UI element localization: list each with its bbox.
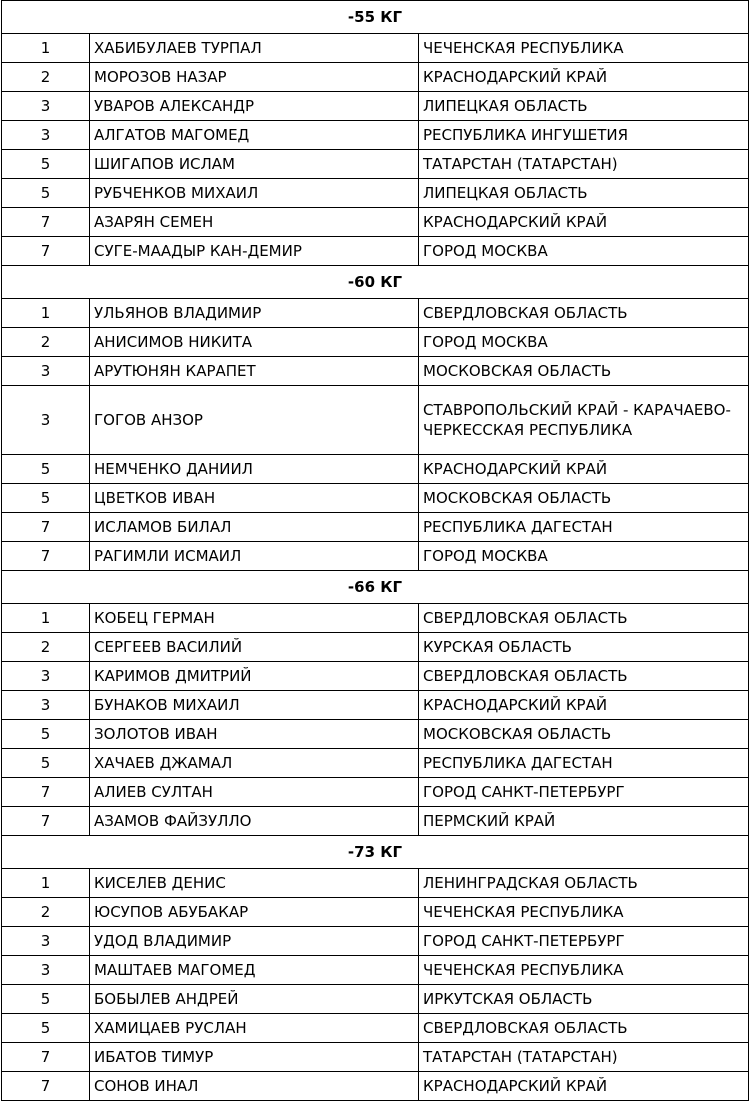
weight-category-title: -66 КГ bbox=[2, 571, 749, 604]
athlete-name-cell: УВАРОВ АЛЕКСАНДР bbox=[90, 92, 419, 121]
region-cell: КРАСНОДАРСКИЙ КРАЙ bbox=[419, 1072, 749, 1101]
place-cell: 7 bbox=[2, 542, 90, 571]
place-cell: 1 bbox=[2, 604, 90, 633]
place-cell: 5 bbox=[2, 1014, 90, 1043]
region-cell: ЛИПЕЦКАЯ ОБЛАСТЬ bbox=[419, 92, 749, 121]
athlete-name-cell: АНИСИМОВ НИКИТА bbox=[90, 328, 419, 357]
table-row bbox=[2, 985, 749, 1014]
athlete-name-cell: БУНАКОВ МИХАИЛ bbox=[90, 691, 419, 720]
place-cell: 3 bbox=[2, 927, 90, 956]
region-cell: ЧЕЧЕНСКАЯ РЕСПУБЛИКА bbox=[419, 34, 749, 63]
region-cell: МОСКОВСКАЯ ОБЛАСТЬ bbox=[419, 720, 749, 749]
athlete-name-cell: БОБЫЛЕВ АНДРЕЙ bbox=[90, 985, 419, 1014]
weight-category-row bbox=[2, 571, 749, 604]
table-row bbox=[2, 927, 749, 956]
table-row bbox=[2, 63, 749, 92]
table-row bbox=[2, 633, 749, 662]
place-cell: 5 bbox=[2, 985, 90, 1014]
table-row bbox=[2, 150, 749, 179]
athlete-name-cell: КАРИМОВ ДМИТРИЙ bbox=[90, 662, 419, 691]
athlete-name-cell: МАШТАЕВ МАГОМЕД bbox=[90, 956, 419, 985]
place-cell: 7 bbox=[2, 807, 90, 836]
place-cell: 7 bbox=[2, 1043, 90, 1072]
table-row bbox=[2, 1072, 749, 1101]
region-cell: МОСКОВСКАЯ ОБЛАСТЬ bbox=[419, 484, 749, 513]
athlete-name-cell: ИБАТОВ ТИМУР bbox=[90, 1043, 419, 1072]
table-row bbox=[2, 121, 749, 150]
weight-category-title: -60 КГ bbox=[2, 266, 749, 299]
athlete-name-cell: ХАБИБУЛАЕВ ТУРПАЛ bbox=[90, 34, 419, 63]
region-cell: РЕСПУБЛИКА ИНГУШЕТИЯ bbox=[419, 121, 749, 150]
athlete-name-cell: ХАМИЦАЕВ РУСЛАН bbox=[90, 1014, 419, 1043]
athlete-name-cell: АЗАРЯН СЕМЕН bbox=[90, 208, 419, 237]
athlete-name-cell: АРУТЮНЯН КАРАПЕТ bbox=[90, 357, 419, 386]
region-cell: ТАТАРСТАН (ТАТАРСТАН) bbox=[419, 150, 749, 179]
place-cell: 3 bbox=[2, 92, 90, 121]
place-cell: 1 bbox=[2, 299, 90, 328]
table-row bbox=[2, 898, 749, 927]
region-cell: СТАВРОПОЛЬСКИЙ КРАЙ - КАРАЧАЕВО-ЧЕРКЕССКАЯ РЕСПУБЛИКА bbox=[419, 386, 749, 455]
region-cell: СВЕРДЛОВСКАЯ ОБЛАСТЬ bbox=[419, 1014, 749, 1043]
athlete-name-cell: АЛГАТОВ МАГОМЕД bbox=[90, 121, 419, 150]
region-cell: СВЕРДЛОВСКАЯ ОБЛАСТЬ bbox=[419, 662, 749, 691]
region-cell: КРАСНОДАРСКИЙ КРАЙ bbox=[419, 691, 749, 720]
table-row bbox=[2, 956, 749, 985]
region-cell: ЧЕЧЕНСКАЯ РЕСПУБЛИКА bbox=[419, 898, 749, 927]
table-row bbox=[2, 662, 749, 691]
region-cell: ПЕРМСКИЙ КРАЙ bbox=[419, 807, 749, 836]
place-cell: 2 bbox=[2, 63, 90, 92]
place-cell: 3 bbox=[2, 956, 90, 985]
region-cell: КУРСКАЯ ОБЛАСТЬ bbox=[419, 633, 749, 662]
region-cell: СВЕРДЛОВСКАЯ ОБЛАСТЬ bbox=[419, 299, 749, 328]
place-cell: 3 bbox=[2, 357, 90, 386]
region-cell: ТАТАРСТАН (ТАТАРСТАН) bbox=[419, 1043, 749, 1072]
athlete-name-cell: КОБЕЦ ГЕРМАН bbox=[90, 604, 419, 633]
table-row bbox=[2, 179, 749, 208]
table-row bbox=[2, 513, 749, 542]
athlete-name-cell: СЕРГЕЕВ ВАСИЛИЙ bbox=[90, 633, 419, 662]
place-cell: 2 bbox=[2, 633, 90, 662]
place-cell: 5 bbox=[2, 749, 90, 778]
athlete-name-cell: АЗАМОВ ФАЙЗУЛЛО bbox=[90, 807, 419, 836]
region-cell: РЕСПУБЛИКА ДАГЕСТАН bbox=[419, 749, 749, 778]
athlete-name-cell: НЕМЧЕНКО ДАНИИЛ bbox=[90, 455, 419, 484]
table-row bbox=[2, 749, 749, 778]
athlete-name-cell: ШИГАПОВ ИСЛАМ bbox=[90, 150, 419, 179]
table-row bbox=[2, 208, 749, 237]
athlete-name-cell: ЦВЕТКОВ ИВАН bbox=[90, 484, 419, 513]
table-row bbox=[2, 869, 749, 898]
region-cell: ЛИПЕЦКАЯ ОБЛАСТЬ bbox=[419, 179, 749, 208]
region-cell: ГОРОД МОСКВА bbox=[419, 237, 749, 266]
weight-category-title: -73 КГ bbox=[2, 836, 749, 869]
region-cell: КРАСНОДАРСКИЙ КРАЙ bbox=[419, 455, 749, 484]
region-cell: ГОРОД МОСКВА bbox=[419, 328, 749, 357]
athlete-name-cell: СУГЕ-МААДЫР КАН-ДЕМИР bbox=[90, 237, 419, 266]
table-row bbox=[2, 455, 749, 484]
athlete-name-cell: УЛЬЯНОВ ВЛАДИМИР bbox=[90, 299, 419, 328]
table-row bbox=[2, 542, 749, 571]
athlete-name-cell: УДОД ВЛАДИМИР bbox=[90, 927, 419, 956]
region-cell: КРАСНОДАРСКИЙ КРАЙ bbox=[419, 208, 749, 237]
place-cell: 2 bbox=[2, 328, 90, 357]
place-cell: 3 bbox=[2, 386, 90, 455]
athlete-name-cell: АЛИЕВ СУЛТАН bbox=[90, 778, 419, 807]
place-cell: 5 bbox=[2, 720, 90, 749]
table-row bbox=[2, 807, 749, 836]
weight-category-title: -55 КГ bbox=[2, 1, 749, 34]
region-cell: ГОРОД САНКТ-ПЕТЕРБУРГ bbox=[419, 927, 749, 956]
athlete-name-cell: ИСЛАМОВ БИЛАЛ bbox=[90, 513, 419, 542]
table-row bbox=[2, 604, 749, 633]
athlete-name-cell: ХАЧАЕВ ДЖАМАЛ bbox=[90, 749, 419, 778]
place-cell: 5 bbox=[2, 484, 90, 513]
place-cell: 5 bbox=[2, 179, 90, 208]
place-cell: 7 bbox=[2, 778, 90, 807]
table-row bbox=[2, 720, 749, 749]
table-row bbox=[2, 92, 749, 121]
athlete-name-cell: МОРОЗОВ НАЗАР bbox=[90, 63, 419, 92]
table-row bbox=[2, 357, 749, 386]
weight-category-row bbox=[2, 1, 749, 34]
table-row bbox=[2, 1014, 749, 1043]
table-row bbox=[2, 1043, 749, 1072]
table-row bbox=[2, 484, 749, 513]
weight-category-row bbox=[2, 836, 749, 869]
table-row bbox=[2, 237, 749, 266]
region-cell: ЛЕНИНГРАДСКАЯ ОБЛАСТЬ bbox=[419, 869, 749, 898]
table-row bbox=[2, 328, 749, 357]
region-cell: СВЕРДЛОВСКАЯ ОБЛАСТЬ bbox=[419, 604, 749, 633]
region-cell: ГОРОД САНКТ-ПЕТЕРБУРГ bbox=[419, 778, 749, 807]
region-cell: ГОРОД МОСКВА bbox=[419, 542, 749, 571]
place-cell: 3 bbox=[2, 691, 90, 720]
region-cell: ИРКУТСКАЯ ОБЛАСТЬ bbox=[419, 985, 749, 1014]
place-cell: 1 bbox=[2, 34, 90, 63]
athlete-name-cell: ЗОЛОТОВ ИВАН bbox=[90, 720, 419, 749]
place-cell: 7 bbox=[2, 1072, 90, 1101]
athlete-name-cell: ЮСУПОВ АБУБАКАР bbox=[90, 898, 419, 927]
athlete-name-cell: СОНОВ ИНАЛ bbox=[90, 1072, 419, 1101]
region-cell: РЕСПУБЛИКА ДАГЕСТАН bbox=[419, 513, 749, 542]
table-row bbox=[2, 386, 749, 455]
place-cell: 7 bbox=[2, 513, 90, 542]
region-cell: ЧЕЧЕНСКАЯ РЕСПУБЛИКА bbox=[419, 956, 749, 985]
place-cell: 3 bbox=[2, 121, 90, 150]
region-cell: КРАСНОДАРСКИЙ КРАЙ bbox=[419, 63, 749, 92]
region-cell: МОСКОВСКАЯ ОБЛАСТЬ bbox=[419, 357, 749, 386]
place-cell: 3 bbox=[2, 662, 90, 691]
table-row bbox=[2, 34, 749, 63]
place-cell: 1 bbox=[2, 869, 90, 898]
place-cell: 2 bbox=[2, 898, 90, 927]
table-row bbox=[2, 778, 749, 807]
place-cell: 5 bbox=[2, 455, 90, 484]
place-cell: 7 bbox=[2, 208, 90, 237]
athlete-name-cell: КИСЕЛЕВ ДЕНИС bbox=[90, 869, 419, 898]
place-cell: 5 bbox=[2, 150, 90, 179]
table-row bbox=[2, 691, 749, 720]
athlete-name-cell: РАГИМЛИ ИСМАИЛ bbox=[90, 542, 419, 571]
results-table bbox=[1, 0, 749, 1101]
weight-category-row bbox=[2, 266, 749, 299]
results-body bbox=[2, 1, 749, 1101]
athlete-name-cell: РУБЧЕНКОВ МИХАИЛ bbox=[90, 179, 419, 208]
place-cell: 7 bbox=[2, 237, 90, 266]
athlete-name-cell: ГОГОВ АНЗОР bbox=[90, 386, 419, 455]
table-row bbox=[2, 299, 749, 328]
